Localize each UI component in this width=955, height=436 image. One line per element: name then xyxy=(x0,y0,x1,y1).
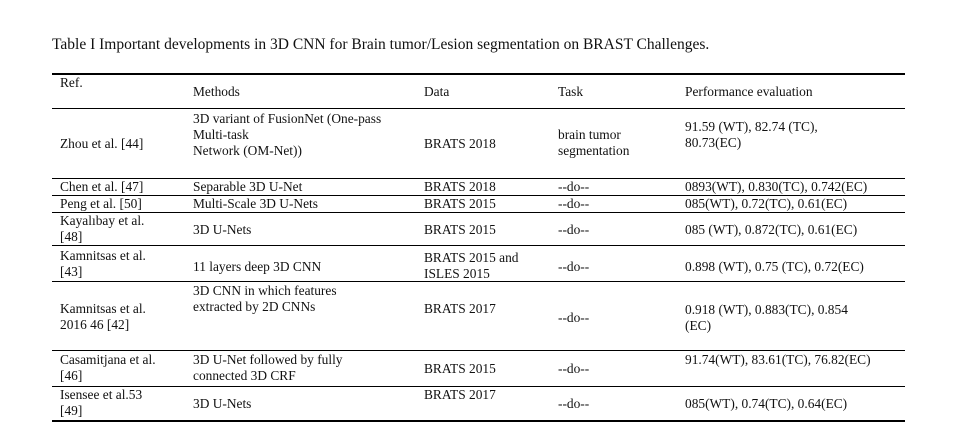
cell-ref: [43] xyxy=(60,264,83,279)
cell-performance: 085 (WT), 0.872(TC), 0.61(EC) xyxy=(685,222,858,237)
cell-task: --do-- xyxy=(558,179,590,194)
cell-data: BRATS 2015 xyxy=(424,361,496,376)
cell-performance: 0.918 (WT), 0.883(TC), 0.854 xyxy=(685,302,848,317)
table-top-rule xyxy=(52,73,905,75)
cell-performance: 085(WT), 0.72(TC), 0.61(EC) xyxy=(685,196,848,211)
cell-performance: 91.74(WT), 83.61(TC), 76.82(EC) xyxy=(685,352,871,367)
cell-methods: 3D CNN in which features xyxy=(193,283,337,298)
cell-methods: Multi-Scale 3D U-Nets xyxy=(193,196,318,211)
cell-performance: 80.73(EC) xyxy=(685,135,742,150)
cell-ref: [48] xyxy=(60,229,83,244)
cell-methods: 3D U-Nets xyxy=(193,222,252,237)
cell-ref: Kamnitsas et al. xyxy=(60,301,146,316)
header-methods: Methods xyxy=(193,84,240,99)
cell-ref: [46] xyxy=(60,368,83,383)
cell-ref: 2016 46 [42] xyxy=(60,317,130,332)
cell-performance: 0.898 (WT), 0.75 (TC), 0.72(EC) xyxy=(685,259,864,274)
cell-data: BRATS 2015 xyxy=(424,222,496,237)
cell-ref: Isensee et al.53 xyxy=(60,387,143,402)
cell-data: BRATS 2017 xyxy=(424,387,496,402)
cell-ref: Kamnitsas et al. xyxy=(60,248,146,263)
row-rule xyxy=(52,245,905,246)
cell-methods: connected 3D CRF xyxy=(193,368,296,383)
cell-methods: 11 layers deep 3D CNN xyxy=(193,259,322,274)
header-bottom-rule xyxy=(52,108,905,109)
row-rule xyxy=(52,350,905,351)
cell-data: BRATS 2018 xyxy=(424,179,496,194)
cell-task: --do-- xyxy=(558,361,590,376)
cell-task: --do-- xyxy=(558,396,590,411)
cell-methods: 3D U-Net followed by fully xyxy=(193,352,343,367)
cell-performance: (EC) xyxy=(685,318,712,333)
cell-methods: Multi-task xyxy=(193,127,249,142)
cell-data: BRATS 2015 and xyxy=(424,250,519,265)
cell-ref: Kayalıbay et al. xyxy=(60,213,145,228)
cell-data: BRATS 2017 xyxy=(424,301,496,316)
cell-task: --do-- xyxy=(558,222,590,237)
row-rule xyxy=(52,281,905,282)
cell-performance: 085(WT), 0.74(TC), 0.64(EC) xyxy=(685,396,848,411)
cell-methods: 3D U-Nets xyxy=(193,396,252,411)
cell-ref: Casamitjana et al. xyxy=(60,352,156,367)
header-task: Task xyxy=(558,84,584,99)
cell-task: --do-- xyxy=(558,310,590,325)
cell-performance: 91.59 (WT), 82.74 (TC), xyxy=(685,119,818,134)
cell-ref: [49] xyxy=(60,403,83,418)
cell-task: --do-- xyxy=(558,196,590,211)
cell-methods: 3D variant of FusionNet (One-pass xyxy=(193,111,382,126)
table-bottom-rule xyxy=(52,420,905,422)
cell-ref: Peng et al. [50] xyxy=(60,196,142,211)
table-caption: Table I Important developments in 3D CNN for Brain tumor/Lesion segmentation on BRAST Challenges. xyxy=(52,36,710,53)
header-data: Data xyxy=(424,84,450,99)
cell-data: ISLES 2015 xyxy=(424,266,490,281)
header-ref: Ref. xyxy=(60,75,83,90)
header-performance: Performance evaluation xyxy=(685,84,813,99)
cell-methods: Network (OM-Net)) xyxy=(193,143,302,158)
row-rule xyxy=(52,212,905,213)
cell-data: BRATS 2018 xyxy=(424,136,496,151)
cell-task: segmentation xyxy=(558,143,630,158)
cell-ref: Zhou et al. [44] xyxy=(60,136,144,151)
cell-methods: extracted by 2D CNNs xyxy=(193,299,316,314)
cell-data: BRATS 2015 xyxy=(424,196,496,211)
cell-task: brain tumor xyxy=(558,127,621,142)
cell-ref: Chen et al. [47] xyxy=(60,179,144,194)
cell-task: --do-- xyxy=(558,259,590,274)
cell-performance: 0893(WT), 0.830(TC), 0.742(EC) xyxy=(685,179,868,194)
cell-methods: Separable 3D U-Net xyxy=(193,179,303,194)
